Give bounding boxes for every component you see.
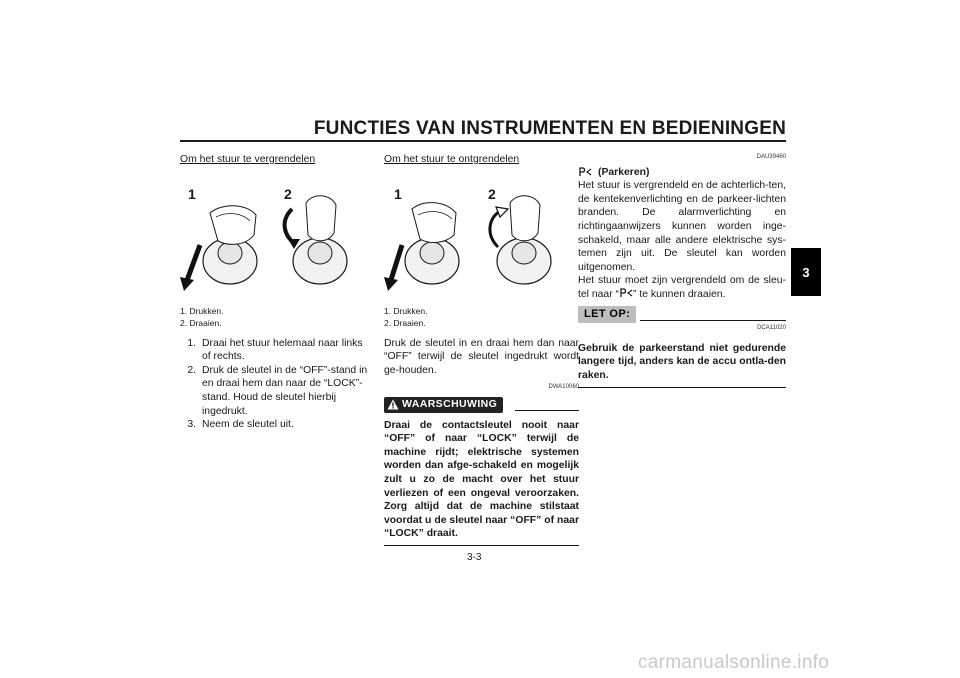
title-rule: [180, 140, 786, 142]
notice-text: Gebruik de parkeerstand niet gedurende langere tijd, anders kan de accu ontla-den raken.: [578, 342, 786, 388]
park-label: (Parkeren): [598, 166, 650, 178]
step-text: Neem de sleutel uit.: [202, 419, 294, 431]
lock-captions: [180, 305, 373, 329]
lock-illustration: [180, 173, 370, 293]
step-number: 3.: [187, 419, 196, 431]
warning-triangle-icon: [387, 399, 399, 410]
list-item: [180, 418, 373, 432]
caption: 2. Draaien.: [384, 317, 426, 328]
column-unlock: [384, 153, 579, 546]
unlock-body: Druk de sleutel in en draai hem dan naar “OFF” terwijl de sleutel ingedrukt wordt ge-houden.: [384, 337, 579, 376]
figure-label-1: 1: [394, 185, 402, 202]
caption: 2. Draaien.: [180, 317, 222, 328]
ignition-turn-drawing: [285, 195, 347, 283]
park-heading: [578, 166, 786, 180]
parking-p-icon: [619, 288, 633, 298]
unlock-illustration: [384, 173, 574, 293]
section-tab: 3: [791, 248, 821, 296]
park-code: DAU39460: [756, 154, 786, 160]
unlock-heading: Om het stuur te ontgrendelen: [384, 154, 520, 165]
notice-code: DCA11020: [757, 325, 786, 332]
column-park: [578, 151, 786, 388]
caption: 1. Drukken.: [180, 305, 224, 316]
park-para2-end: ” te kunnen draaien.: [633, 288, 726, 300]
figure-label-2: 2: [488, 185, 496, 202]
step-number: 1.: [187, 337, 196, 349]
lock-steps: [180, 337, 373, 432]
park-para1: Het stuur is vergrendeld en de achterlich-ten, de kentekenverlichting en de parkeer-lichten branden. De alarmverlichting en richtingaanwijzers kunnen worden inge-schakeld, maar alle andere elektrische sys-temen zijn uit. De sleutel kan worden uitgenomen.: [578, 180, 786, 273]
park-para2-start: Het stuur moet zijn vergrendeld om de sleu-tel naar “: [578, 275, 786, 300]
warning-label: [384, 397, 503, 413]
warning-text: Draai de contactsleutel nooit naar “OFF” of naar “LOCK” terwijl de machine rijdt; elektrische systemen worden dan afge-schakeld en mogelijk zult u zo de macht over het stuur verliezen of een ongeval veroorzaken. Zorg altijd dat de machine stilstaat voordat u de sleutel naar “OFF” of naar “LOCK” draait.: [384, 419, 579, 546]
step-text: Draai het stuur helemaal naar links of rechts.: [202, 337, 363, 363]
warning-label-text: WAARSCHUWING: [402, 397, 498, 410]
column-lock: [180, 153, 373, 432]
notice-bar: [578, 306, 786, 324]
figure-label-1: 1: [188, 185, 196, 202]
warning-code: DWA10060: [548, 384, 579, 391]
warning-rule: [515, 410, 579, 411]
warning-bar: [384, 397, 579, 413]
step-text: Druk de sleutel in de “OFF”-stand in en draai hem dan naar de “LOCK”-stand. Houd de sleutel hierbij ingedrukt.: [202, 364, 368, 417]
unlock-captions: [384, 305, 579, 329]
figure-label-2: 2: [284, 185, 292, 202]
list-item: [180, 364, 373, 418]
page-title: FUNCTIES VAN INSTRUMENTEN EN BEDIENINGEN: [313, 118, 786, 139]
lock-heading: Om het stuur te vergrendelen: [180, 154, 316, 165]
notice-rule: [640, 320, 786, 321]
parking-p-icon: [578, 167, 592, 177]
caption: 1. Drukken.: [384, 305, 428, 316]
ignition-turn-drawing: [490, 195, 551, 283]
list-item: [180, 337, 373, 364]
page-number: 3-3: [467, 552, 482, 563]
footer-brand: carmanualsonline.info: [638, 652, 830, 673]
park-para2: [578, 274, 786, 301]
ignition-push-drawing: [384, 202, 459, 290]
ignition-push-drawing: [180, 205, 257, 290]
notice-label: LET OP:: [578, 306, 636, 324]
step-number: 2.: [187, 364, 196, 376]
